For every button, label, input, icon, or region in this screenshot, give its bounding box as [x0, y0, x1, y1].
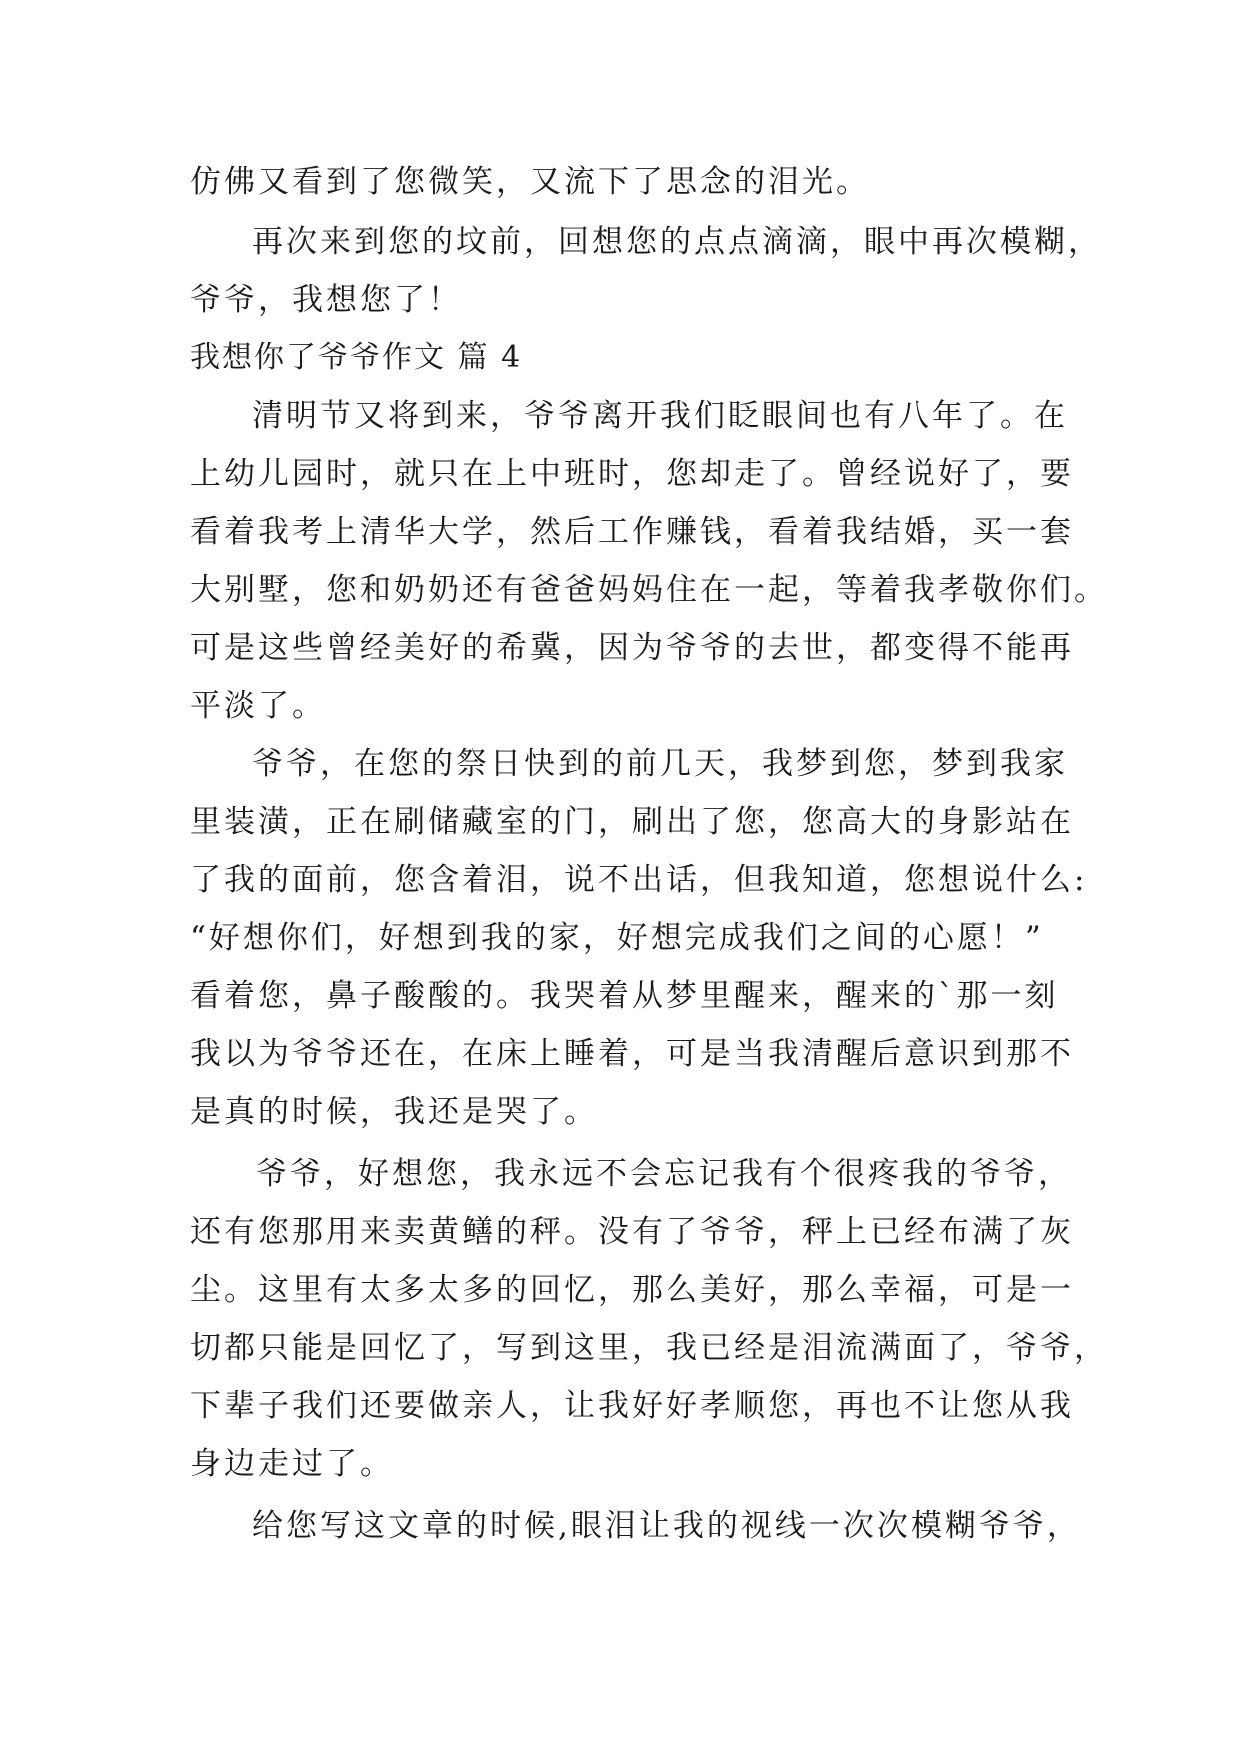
text-line: 上幼儿园时，就只在上中班时，您却走了。曾经说好了，要	[190, 456, 1074, 492]
section-heading: 我想你了爷爷作文 篇 4	[190, 340, 523, 375]
text-line: 可是这些曾经美好的希冀，因为爷爷的去世，都变得不能再	[190, 630, 1074, 666]
text-line: 还有您那用来卖黄鳝的秤。没有了爷爷，秤上已经布满了灰	[190, 1214, 1074, 1250]
text-line: 爷爷，好想您，我永远不会忘记我有个很疼我的爷爷，	[256, 1156, 1072, 1192]
text-line: 看着我考上清华大学，然后工作赚钱，看着我结婚，买一套	[190, 514, 1074, 550]
text-line: 切都只能是回忆了，写到这里，我已经是泪流满面了，爷爷，	[190, 1330, 1108, 1366]
text-line: 我以为爷爷还在，在床上睡着，可是当我清醒后意识到那不	[190, 1036, 1074, 1072]
text-line: 清明节又将到来，爷爷离开我们眨眼间也有八年了。在	[252, 398, 1068, 434]
text-line: 仿佛又看到了您微笑，又流下了思念的泪光。	[190, 164, 870, 200]
text-line: 下辈子我们还要做亲人，让我好好孝顺您，再也不让您从我	[190, 1388, 1074, 1424]
text-line: 大别墅，您和奶奶还有爸爸妈妈住在一起，等着我孝敬你们。	[190, 572, 1108, 608]
text-line: 爷爷，在您的祭日快到的前几天，我梦到您，梦到我家	[252, 746, 1068, 782]
text-line: 里装潢，正在刷储藏室的门，刷出了您，您高大的身影站在	[190, 804, 1074, 840]
text-line: 爷爷，我想您了！	[190, 282, 462, 318]
text-line: 再次来到您的坟前，回想您的点点滴滴，眼中再次模糊，	[252, 224, 1102, 260]
text-line: 了我的面前，您含着泪，说不出话，但我知道，您想说什么:	[190, 862, 1088, 898]
text-line: 平淡了。	[190, 688, 326, 724]
text-line: 看着您，鼻子酸酸的。我哭着从梦里醒来，醒来的`那一刻	[190, 978, 1059, 1014]
text-line: 给您写这文章的时候,眼泪让我的视线一次次模糊爷爷，	[252, 1508, 1081, 1544]
text-line: “好想你们，好想到我的家，好想完成我们之间的心愿！”	[190, 920, 1044, 956]
text-line: 尘。这里有太多太多的回忆，那么美好，那么幸福，可是一	[190, 1272, 1074, 1308]
text-line: 身边走过了。	[190, 1446, 394, 1482]
text-line: 是真的时候，我还是哭了。	[190, 1094, 598, 1130]
